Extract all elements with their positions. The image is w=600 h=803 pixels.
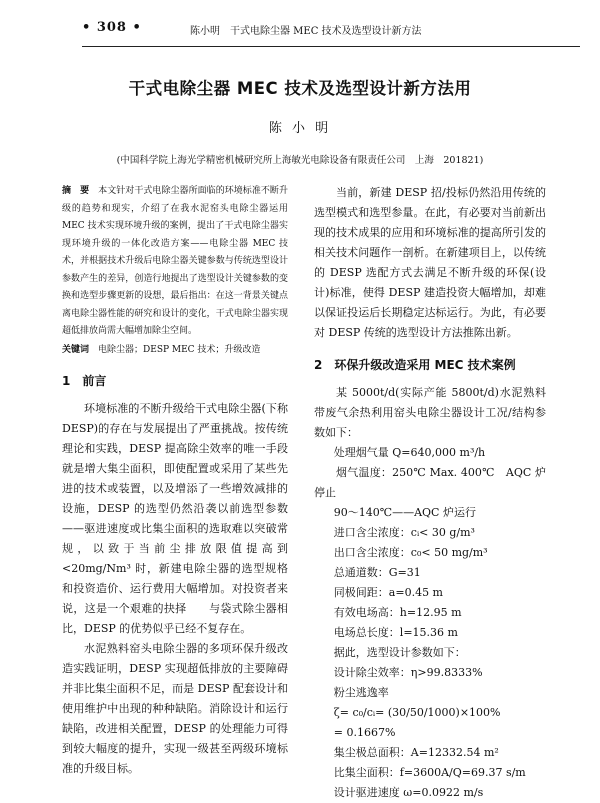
- affiliation: (中国科学院上海光学精密机械研究所上海敏光电除设备有限责任公司 上海 201821): [116, 155, 484, 166]
- left-column: [62, 183, 288, 779]
- param-line: 设计除尘效率：η>99.8333%: [333, 666, 483, 679]
- header-rule: [82, 46, 580, 47]
- param-line: 集尘极总面积：A=12332.54 m²: [333, 746, 499, 759]
- running-head: 陈小明 干式电除尘器 MEC 技术及选型设计新方法: [190, 26, 422, 37]
- section-1-para-1: 环境标准的不断升级给干式电除尘器(下称 DESP)的存在与发展提出了严重挑战。按传统理论和实践，DESP 提高除尘效率的唯一手段就是增大集尘面积，即使配置或采用了某些先进的技术或装置，以及增添了一些增效减排的设施，DESP 的选型仍然沿袭以前选型参数——驱进速度或比集尘面积的选取难以突破常规，以致于当前尘排放限值提高到<20mg/Nm³ 时，新建电除尘器的选型规格和投资造价、运行费用大幅增加。对投资者来说，这是一个艰难的抉择 与袋式除尘器相比，DESP 的优势似乎已经不复存在。: [62, 401, 288, 635]
- param-line: 烟气温度：250℃ Max. 400℃ AQC 炉停止: [314, 466, 546, 499]
- section-1-heading: 1 前言: [62, 373, 107, 388]
- param-line: 粉尘逃逸率: [333, 686, 389, 699]
- abstract: [62, 183, 288, 341]
- param-line: 比集尘面积：f=3600A/Q=69.37 s/m: [333, 766, 526, 779]
- param-line: 设计驱进速度 ω=0.0922 m/s: [333, 786, 484, 799]
- right-column: [314, 183, 546, 803]
- param-line: 同极间距：a=0.45 m: [333, 586, 443, 599]
- right-para-1: 当前，新建 DESP 招/投标仍然沿用传统的选型模式和选型参量。在此，有必要对当前新出现的技术成果的应用和环境标准的提高所引发的相关技术问题作一剖析。在新建项目上，以传统的 DESP 选配方式去满足不断升级的环保(设计)标准，使得 DESP 建造投资大幅增加，却难以保证投运后长期稳定达标运行。为此，有必要对 DESP 传统的选型设计方法推陈出新。: [314, 186, 546, 339]
- param-line: 总通道数：G=31: [333, 566, 421, 579]
- param-line: 电场总长度：l=15.36 m: [333, 626, 458, 639]
- page-number: • 308 •: [82, 20, 142, 35]
- formula-line: = 0.1667%: [333, 726, 396, 739]
- formula-line: ζ= c₀/cᵢ= (30/50/1000)×100%: [333, 706, 501, 719]
- keywords-text: 电除尘器；DESP MEC 技术；升级改造: [98, 344, 261, 355]
- param-line: 有效电场高：h=12.95 m: [333, 606, 462, 619]
- right-para-2: 某 5000t/d(实际产能 5800t/d)水泥熟料带废气余热利用窑头电除尘器设计工况/结构参数如下：: [314, 386, 546, 439]
- paper-title: 干式电除尘器 MEC 技术及选型设计新方法用: [128, 79, 472, 98]
- param-line: 据此，选型设计参数如下：: [333, 646, 466, 659]
- param-line: 处理烟气量 Q=640,000 m³/h: [333, 446, 486, 459]
- section-1-para-2: 水泥熟料窑头电除尘器的多项环保升级改造实践证明，DESP 实现超低排放的主要障碍并非比集尘面积不足，而是 DESP 配套设计和使用维护中出现的种种缺陷。消除设计和运行缺陷，改进相关配置，DESP 的处理能力可得到较大幅度的提升，实现一级甚至两级环境标准的升级目标。: [62, 641, 288, 775]
- abstract-label: 摘 要: [62, 186, 90, 196]
- param-line: 90～140℃——AQC 炉运行: [333, 506, 476, 519]
- author: 陈 小 明: [268, 121, 332, 136]
- param-line: 出口含尘浓度：c₀< 50 mg/m³: [333, 546, 488, 559]
- keywords: [62, 342, 288, 359]
- running-header: [0, 16, 600, 42]
- param-line: 进口含尘浓度：cᵢ< 30 g/m³: [333, 526, 475, 539]
- abstract-text: 本文针对干式电除尘器所面临的环境标准不断升级的趋势和现实，介绍了在我水泥窑头电除尘器运用 MEC 技术实现环境升级的案例，提出了干式电除尘器实现环境升级的一体化改造方案——电除尘器 MEC 技术，并根据技术升级后电除尘器关键参数与传统选型设计参数产生的差异，创造行地提出了选型设计关键参数的变换和选型步骤更新的设想，最后指出：在这一背景关键点离电除尘器性能的研究和设计的变化，干式电除尘器实现超低排放尚需大幅增加除尘空间。: [62, 186, 288, 336]
- section-2-heading: 2 环保升级改造采用 MEC 技术案例: [314, 358, 516, 372]
- keywords-label: 关键词: [62, 344, 90, 355]
